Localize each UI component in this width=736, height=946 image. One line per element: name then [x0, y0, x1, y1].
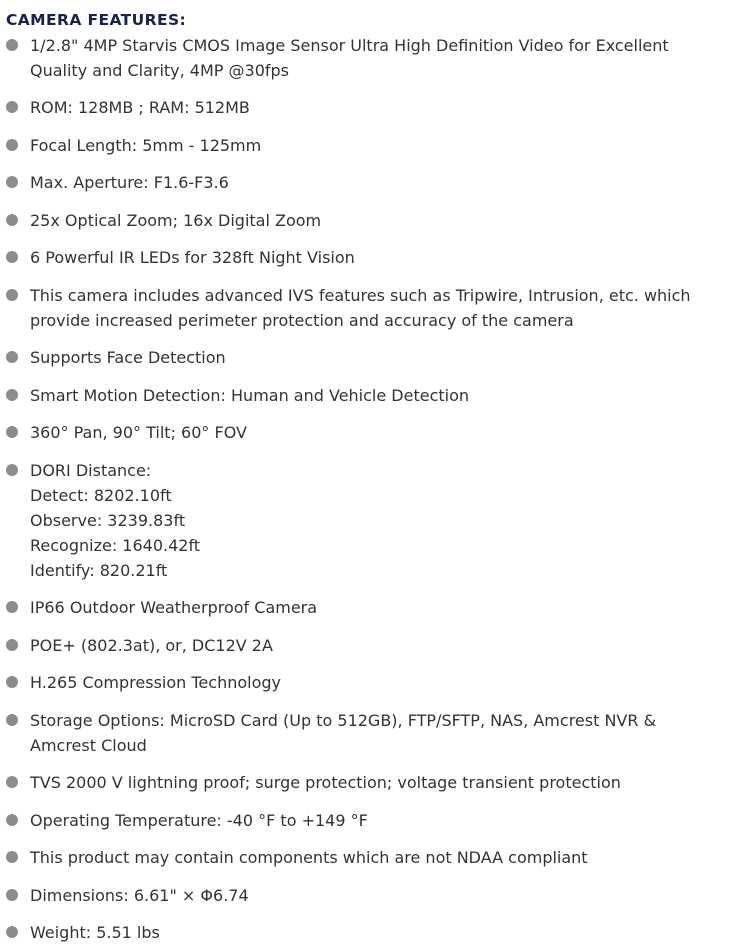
- feature-line: POE+ (802.3at), or, DC12V 2A: [30, 636, 273, 655]
- feature-text: [30, 595, 720, 620]
- feature-line: Smart Motion Detection: Human and Vehicle Detection: [30, 386, 470, 405]
- feature-line: Amcrest Cloud: [30, 736, 147, 755]
- feature-line: This product may contain components which are not NDAA compliant: [30, 848, 588, 867]
- bullet-icon: [6, 176, 18, 188]
- feature-line: provide increased perimeter protection and accuracy of the camera: [30, 311, 574, 330]
- feature-text: [30, 920, 720, 945]
- bullet-icon: [6, 926, 18, 938]
- bullet-icon: [6, 464, 18, 476]
- feature-text: [30, 245, 720, 270]
- feature-line: 1/2.8" 4MP Starvis CMOS Image Sensor Ultra High Definition Video for Excellent: [30, 36, 669, 55]
- bullet-icon: [6, 139, 18, 151]
- feature-text: [30, 708, 720, 758]
- feature-line: Detect: 8202.10ft: [30, 486, 172, 505]
- feature-line: 25x Optical Zoom; 16x Digital Zoom: [30, 211, 322, 230]
- bullet-icon: [6, 639, 18, 651]
- feature-text: [30, 808, 720, 833]
- feature-line: Operating Temperature: -40 °F to +149 °F: [30, 811, 368, 830]
- section-heading: CAMERA FEATURES:: [6, 11, 187, 29]
- feature-text: [30, 883, 720, 908]
- feature-text: [30, 845, 720, 870]
- feature-text: [30, 345, 720, 370]
- bullet-icon: [6, 676, 18, 688]
- feature-text: [30, 670, 720, 695]
- bullet-icon: [6, 101, 18, 113]
- feature-line: ROM: 128MB ; RAM: 512MB: [30, 98, 250, 117]
- bullet-icon: [6, 251, 18, 263]
- feature-line: This camera includes advanced IVS features such as Tripwire, Intrusion, etc. which: [30, 286, 691, 305]
- feature-text: [30, 420, 720, 445]
- bullet-icon: [6, 814, 18, 826]
- feature-line: Max. Aperture: F1.6-F3.6: [30, 173, 229, 192]
- feature-text: [30, 95, 720, 120]
- feature-line: Identify: 820.21ft: [30, 561, 168, 580]
- feature-line: Focal Length: 5mm - 125mm: [30, 136, 262, 155]
- bullet-icon: [6, 776, 18, 788]
- feature-line: Storage Options: MicroSD Card (Up to 512GB), FTP/SFTP, NAS, Amcrest NVR &: [30, 711, 657, 730]
- feature-line: Dimensions: 6.61" × Φ6.74: [30, 886, 249, 905]
- bullet-icon: [6, 351, 18, 363]
- feature-line: TVS 2000 V lightning proof; surge protection; voltage transient protection: [30, 773, 621, 792]
- feature-text: [30, 770, 720, 795]
- bullet-icon: [6, 851, 18, 863]
- feature-line: Supports Face Detection: [30, 348, 226, 367]
- feature-text: [30, 383, 720, 408]
- bullet-icon: [6, 426, 18, 438]
- bullet-icon: [6, 714, 18, 726]
- feature-line: DORI Distance:: [30, 461, 152, 480]
- feature-line: Observe: 3239.83ft: [30, 511, 186, 530]
- feature-text: [30, 170, 720, 195]
- feature-line: Recognize: 1640.42ft: [30, 536, 201, 555]
- feature-text: [30, 633, 720, 658]
- feature-line: H.265 Compression Technology: [30, 673, 281, 692]
- bullet-icon: [6, 889, 18, 901]
- feature-line: 6 Powerful IR LEDs for 328ft Night Vision: [30, 248, 355, 267]
- feature-line: Quality and Clarity, 4MP @30fps: [30, 61, 290, 80]
- bullet-icon: [6, 289, 18, 301]
- feature-text: [30, 208, 720, 233]
- feature-text: [30, 33, 720, 83]
- bullet-icon: [6, 39, 18, 51]
- feature-text: [30, 458, 720, 583]
- feature-text: [30, 133, 720, 158]
- feature-line: IP66 Outdoor Weatherproof Camera: [30, 598, 318, 617]
- bullet-icon: [6, 601, 18, 613]
- bullet-icon: [6, 389, 18, 401]
- feature-line: 360° Pan, 90° Tilt; 60° FOV: [30, 423, 247, 442]
- bullet-icon: [6, 214, 18, 226]
- feature-line: Weight: 5.51 lbs: [30, 923, 160, 942]
- feature-text: [30, 283, 720, 333]
